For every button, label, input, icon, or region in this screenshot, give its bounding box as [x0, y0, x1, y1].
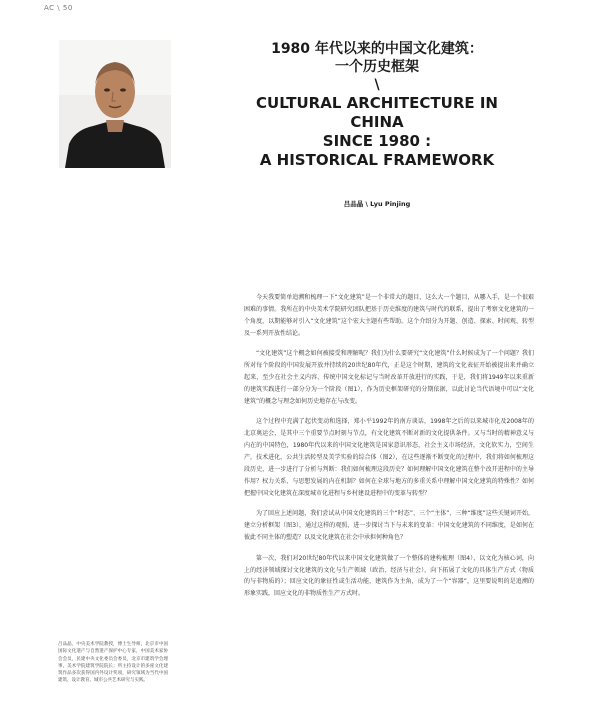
body-paragraph: “文化建筑”这个概念如何被接受和理解呢？我们为什么要研究“文化建筑”什么时候成为了一个问题？我们所对每个阶段的中国发展开放并持续的20世纪80年代，正是这个时期，建筑的文化表征开始被提出来并确立起来，至少在社会主义内容、传统中国文化标记与当时改革开放进行的实践，于是，我们将1949年以来重新的建筑实践进行一部分分为一个阶段（图1），作为历史框架研究的分期依据，以此讨论当代语境中可以“文化建筑”的概念与理念如何历史地存在与改变。	[244, 350, 534, 405]
author-bio: 吕品晶，中央美术学院教授，博士生导师，北京市中国国际文化遗产与自然遗产保护中心专家，中国美术家协会会员，民建中央文化委员会委员，北京市建筑学会理事，美术学院建筑学院院长；所主持设计的多座文化建筑作品多次获得国内外设计奖项，研究领域为当代中国建筑、设计教育、城市公共艺术研究与实践。	[58, 642, 168, 684]
author-byline: 吕品晶 \ Lyu Pinjing	[343, 200, 411, 208]
title-chinese-line-2: 一个历史框架	[335, 59, 419, 75]
author-portrait-photo	[59, 40, 171, 168]
article-body	[244, 292, 534, 609]
title-english-line-1: CULTURAL ARCHITECTURE IN CHINA	[256, 94, 498, 131]
page-number: AC \ 50	[44, 4, 73, 12]
title-english-line-3: A HISTORICAL FRAMEWORK	[259, 151, 495, 169]
body-paragraph: 今天我要简单追溯和梳理一下“文化建筑”是一个非常大的题目，这么大一个题目，从哪入手，是一个很艰困难的事情。我所在的中央美术学院研究团队把基于历史维度的建筑与时代的联系，提出了考察文化建筑的一个角度，以期能够对引入“文化建筑”这个宏大主题有些帮助。这个介绍分为开题、创造、探索、时间观、转型及一系列开放性结论。	[244, 294, 534, 337]
title-separator: \	[374, 77, 380, 93]
body-paragraph: 这个过程中充满了起伏变动和选择，郑小平1992年的南方谈话，1998年之后的以来城市化及2008年的北京奥运会，是其中三个重要节点时刻与节点，有文化建筑不断对新的文化提供条件。又与当时的精神意义与内在的中国特色，1980年代以来的中国文化建筑是国家意识形态，社会主义市场经济，文化软实力，空间生产，技术进化，公共生活转型及美学实验的综合体（图2），在这些逐渐不断变化的过程中，我们将如何梳理这段历史，进一步进行了分析与判断：我们如何梳理这段历史？如何理解中国文化建筑在整个改开进程中的主导作用？权力关系、与思想发展的内在机制？如何在全球与地方的多重关系中理解中国文化建筑的特殊性？如何把握中国文化建筑在深度城市化进程与乡村建设进程中的变革与转型？	[244, 418, 534, 497]
body-paragraph: 为了回应上述问题，我们尝试从中国文化建筑的三个“时态”、三个“主体”、三种“维度”这些关键词开始，建立分析框架（图3），通过这样的观照，进一步探讨当下与未来的变革：中国文化建筑的不同维度，是如何在彼此不同主体的塑造？以及文化建筑在社会中承担何种角色？	[244, 510, 534, 542]
title-chinese-line-1: 1980 年代以来的中国文化建筑：	[271, 41, 483, 57]
portrait-icon	[59, 40, 171, 168]
body-paragraph: 第一次，我们对20世纪80年代以来中国文化建筑做了一个整体的建构梳理（图4），以文化为核心词，向上的经济领域探讨文化建筑的文化与生产领域（政治、经济与社会），向下拓展了文化的具体生产方式（物质的与非物质的）；回应文化的象征性或生活功能，建筑作为主角，成为了一个“容器”，这里要说明的是追溯的形象实践，回应文化的非物质性生产方式时。	[244, 554, 534, 598]
article-title	[232, 40, 522, 170]
title-english-line-2: SINCE 1980 :	[322, 132, 432, 150]
